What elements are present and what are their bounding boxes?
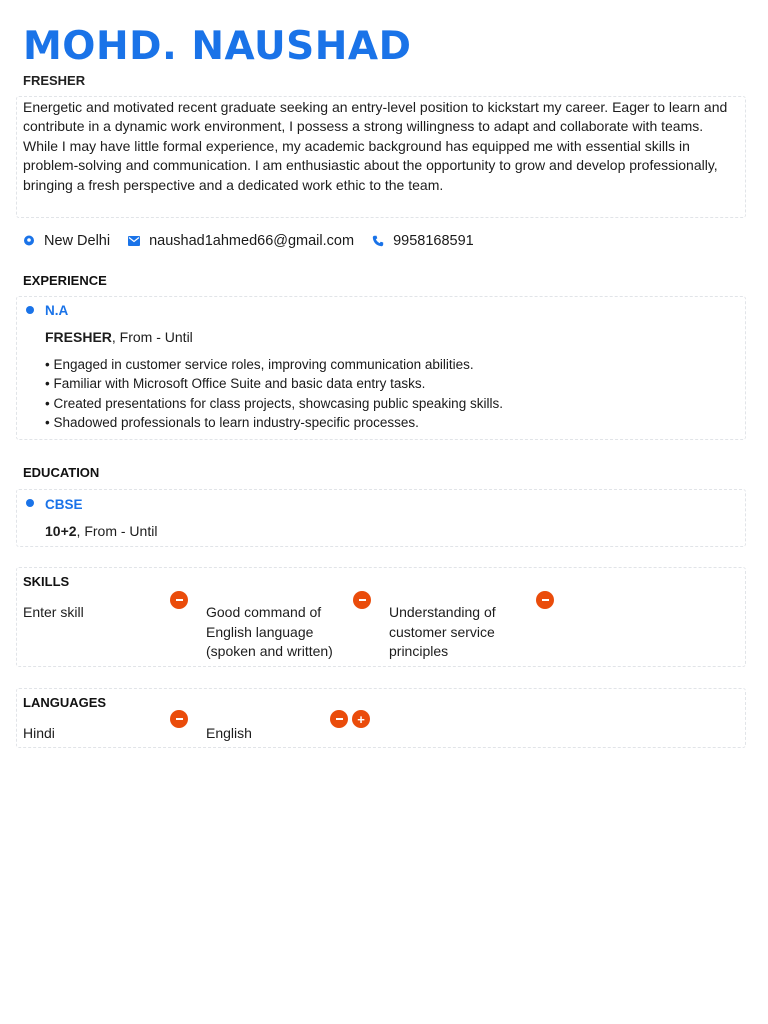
- email-text: naushad1ahmed66@gmail.com: [149, 233, 355, 249]
- language-item[interactable]: English: [206, 725, 252, 741]
- location-text: New Delhi: [44, 233, 111, 249]
- phone-icon: [372, 235, 384, 247]
- skills-heading: SKILLS: [23, 574, 70, 589]
- experience-bullet-dot: [26, 306, 34, 314]
- list-item[interactable]: • Shadowed professionals to learn industry-specific processes.: [45, 413, 503, 432]
- languages-box: [16, 688, 746, 748]
- remove-skill-button[interactable]: [536, 591, 554, 609]
- skill-item[interactable]: Enter skill: [23, 604, 84, 620]
- skill-item[interactable]: Understanding of customer service principles: [389, 604, 496, 659]
- experience-company[interactable]: N.A: [45, 303, 69, 318]
- contact-email[interactable]: [128, 233, 354, 249]
- remove-skill-button[interactable]: [170, 591, 188, 609]
- list-item[interactable]: • Familiar with Microsoft Office Suite and basic data entry tasks.: [45, 374, 503, 393]
- education-degree-name: 10+2: [45, 523, 77, 539]
- summary-text[interactable]: Energetic and motivated recent graduate seeking an entry-level position to kickstart my career. Eager to learn and contribute in a dynamic work environment, I possess a strong willingness to adapt and collaborate with teams. While I may have little formal experience, my academic background has equipped me with essential skills in problem-solving and communication. I am enthusiastic about the opportunity to grow and develop professionally, bringing a fresh perspective and a dedicated work ethic to the team.: [23, 99, 728, 193]
- education-degree[interactable]: [45, 523, 157, 539]
- contact-location[interactable]: [23, 233, 110, 249]
- phone-text: 9958168591: [393, 233, 474, 249]
- remove-language-button[interactable]: [170, 710, 188, 728]
- location-pin-icon: [23, 235, 35, 247]
- list-item[interactable]: • Created presentations for class projects, showcasing public speaking skills.: [45, 394, 503, 413]
- experience-dates: , From - Until: [111, 329, 193, 345]
- list-item[interactable]: • Engaged in customer service roles, improving communication abilities.: [45, 355, 503, 374]
- contact-phone[interactable]: [372, 233, 474, 249]
- experience-bullets: [45, 355, 503, 432]
- remove-language-button[interactable]: [330, 710, 348, 728]
- education-heading: EDUCATION: [23, 465, 100, 480]
- add-language-button[interactable]: +: [352, 710, 370, 728]
- language-item[interactable]: Hindi: [23, 725, 55, 741]
- candidate-role[interactable]: FRESHER: [23, 73, 86, 88]
- contact-row: [23, 233, 492, 249]
- education-institution[interactable]: CBSE: [45, 497, 83, 512]
- experience-heading: EXPERIENCE: [23, 273, 107, 288]
- education-bullet-dot: [26, 499, 34, 507]
- email-icon: [128, 236, 140, 246]
- education-dates: , From - Until: [76, 523, 158, 539]
- remove-skill-button[interactable]: [353, 591, 371, 609]
- experience-position[interactable]: [45, 329, 193, 345]
- candidate-name[interactable]: MOHD. NAUSHAD: [23, 24, 412, 69]
- experience-role: FRESHER: [45, 329, 112, 345]
- languages-heading: LANGUAGES: [23, 695, 107, 710]
- skill-item[interactable]: Good command of English language (spoken and written): [206, 604, 333, 659]
